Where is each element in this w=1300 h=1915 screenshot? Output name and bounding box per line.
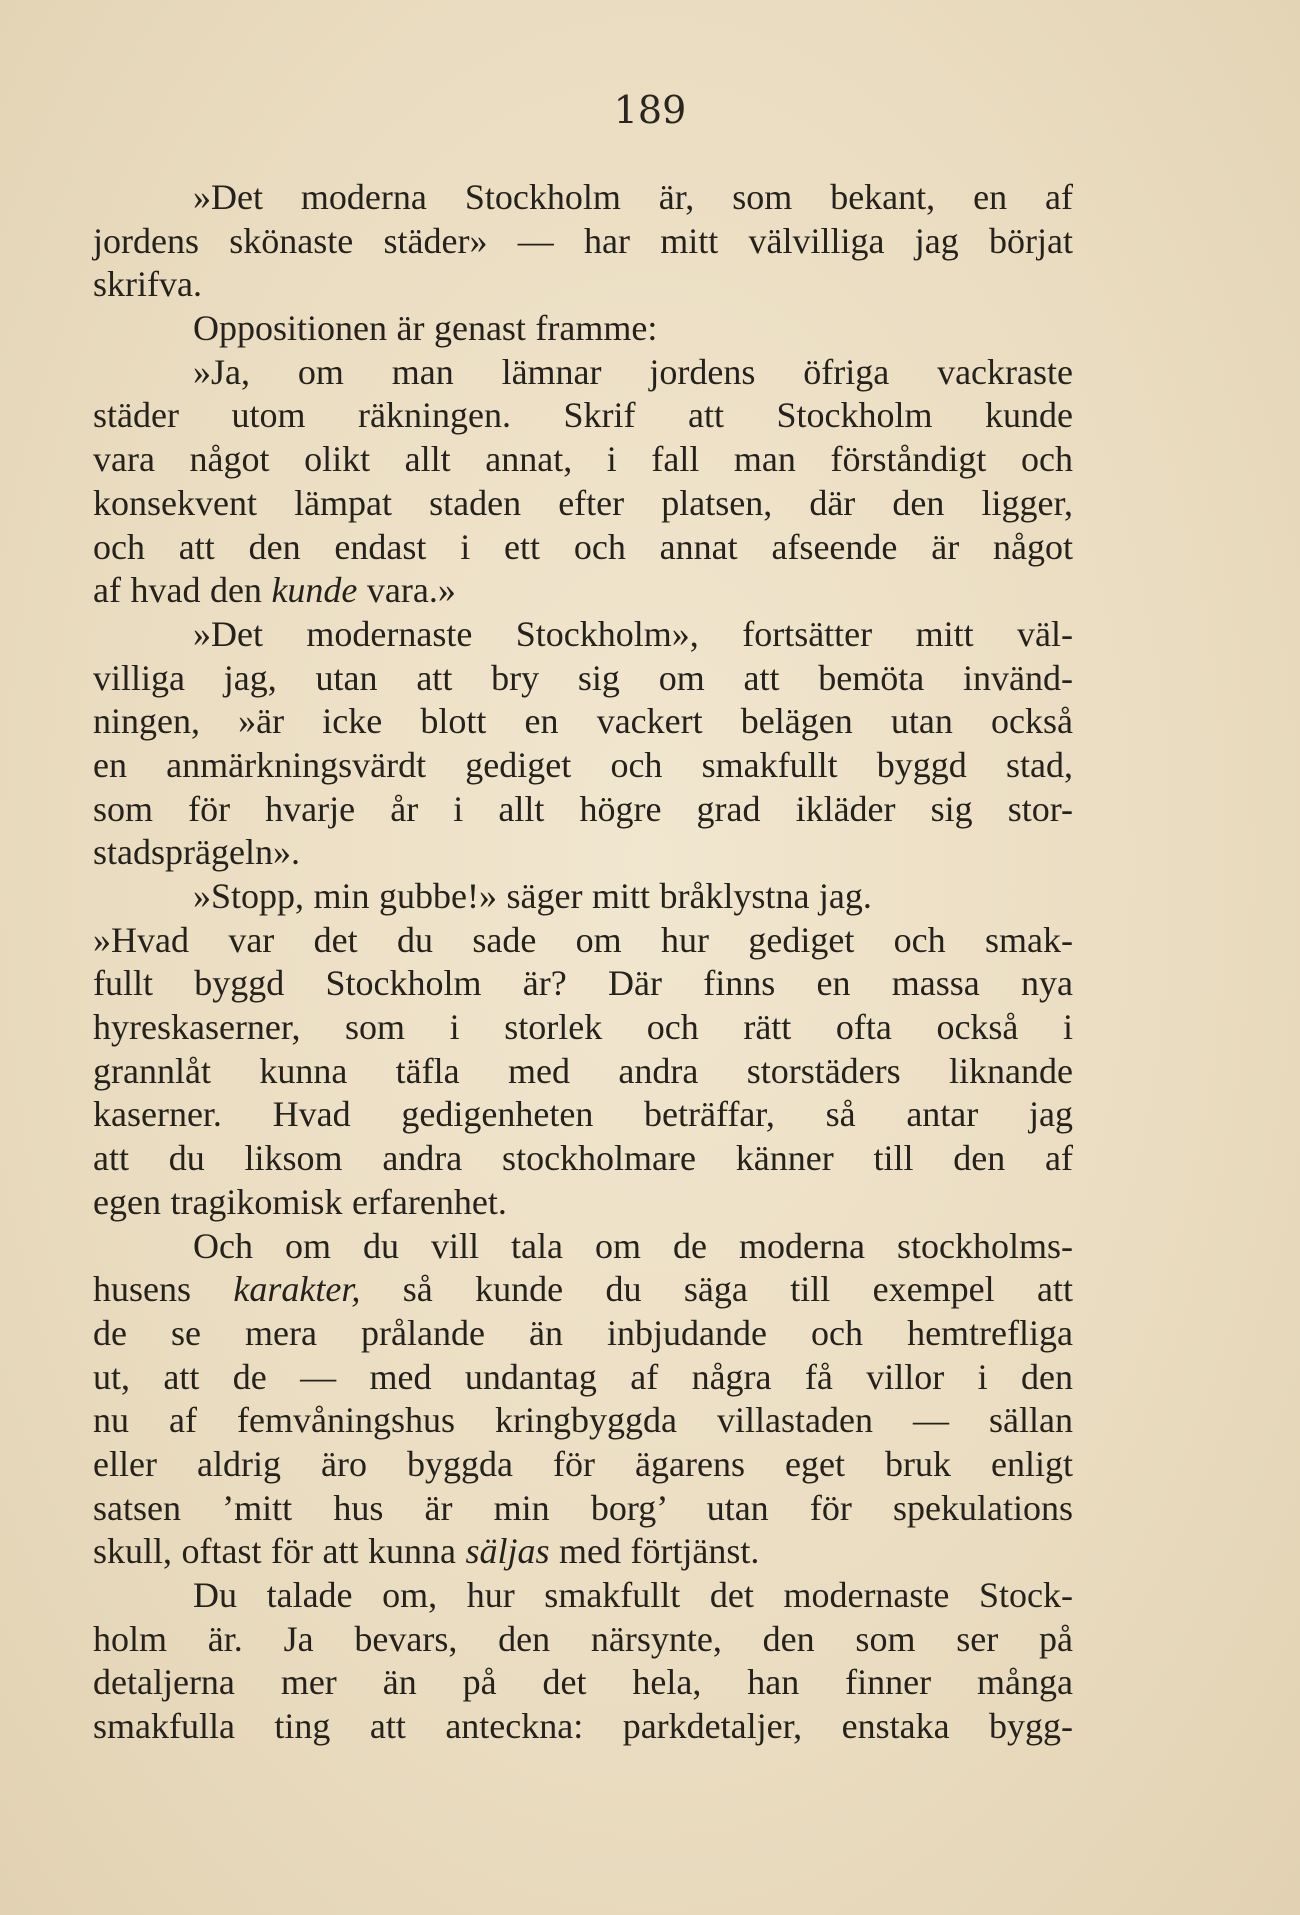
text-line-content: städer utom räkningen. Skrif att Stockholm kunde — [93, 395, 1073, 436]
text-line-content: egen tragikomisk erfarenhet. — [93, 1181, 507, 1222]
text-line-content: som för hvarje år i allt högre grad ikläder sig stor- — [93, 788, 1073, 829]
text-line — [93, 1487, 1073, 1531]
text-line-content: skull, oftast för att kunna — [93, 1531, 466, 1572]
text-line-content: vara något olikt allt annat, i fall man förståndigt och — [93, 439, 1073, 480]
text-line — [93, 700, 1073, 744]
text-line-content: stadsprägeln». — [93, 832, 300, 873]
text-line — [93, 1006, 1073, 1050]
text-line-content: Och om du vill tala om de moderna stockholms- — [193, 1225, 1073, 1266]
text-line-content: konsekvent lämpat staden efter platsen, där den ligger, — [93, 482, 1073, 523]
text-line-content: »Det modernaste Stockholm», fortsätter mitt väl- — [193, 613, 1073, 654]
text-line — [93, 657, 1073, 701]
text-line — [93, 1443, 1073, 1487]
page-number: 189 — [613, 88, 687, 132]
text-line-content: hyreskaserner, som i storlek och rätt ofta också i — [93, 1007, 1073, 1048]
text-line — [93, 1137, 1073, 1181]
text-line — [93, 1050, 1073, 1094]
text-line-content: att du liksom andra stockholmare känner till den af — [93, 1138, 1073, 1179]
text-line-content: »Ja, om man lämnar jordens öfriga vackraste — [193, 351, 1073, 392]
text-line — [93, 394, 1073, 438]
text-line-tail: med förtjänst. — [549, 1531, 760, 1572]
text-line-content: eller aldrig äro byggda för ägarens eget bruk enligt — [93, 1443, 1073, 1484]
text-line-content: kaserner. Hvad gedigenheten beträffar, så antar jag — [93, 1094, 1073, 1135]
text-line-content: de se mera prålande än inbjudande och hemtrefliga — [93, 1312, 1073, 1353]
text-line — [93, 482, 1073, 526]
text-line — [93, 1705, 1073, 1749]
text-line-content: detaljerna mer än på det hela, han finner många — [93, 1662, 1073, 1703]
text-line — [93, 526, 1073, 570]
text-line — [93, 1356, 1073, 1400]
italic-word: säljas — [465, 1531, 550, 1572]
text-line — [93, 176, 1073, 220]
text-line — [93, 1530, 1073, 1574]
text-line — [93, 220, 1073, 264]
italic-word: karakter, — [233, 1269, 361, 1310]
italic-word: kunde — [271, 570, 358, 611]
text-line-content: holm är. Ja bevars, den närsynte, den som ser på — [93, 1618, 1073, 1659]
text-line — [93, 1181, 1073, 1225]
text-line — [93, 1093, 1073, 1137]
text-line-content: Oppositionen är genast framme: — [193, 308, 658, 349]
text-line-content: Du talade om, hur smakfullt det modernaste Stock- — [193, 1575, 1073, 1615]
text-line — [93, 788, 1073, 832]
text-line — [93, 351, 1073, 395]
text-line-tail: så kunde du säga till exempel att — [360, 1269, 1073, 1310]
text-line-content: grannlåt kunna täfla med andra storstäders liknande — [93, 1050, 1073, 1091]
text-line-content: jordens skönaste städer» — har mitt välvilliga jag börjat — [93, 220, 1073, 261]
text-line — [93, 1312, 1073, 1356]
text-line — [93, 613, 1073, 657]
text-line-content: satsen ’mitt hus är min borg’ utan för spekulations — [93, 1487, 1073, 1528]
text-line — [93, 1268, 1073, 1312]
text-line — [93, 744, 1073, 788]
text-line — [93, 962, 1073, 1006]
text-line-tail: vara.» — [357, 570, 456, 611]
text-line-content: och att den endast i ett och annat afseende är något — [93, 526, 1073, 567]
text-line-content: ut, att de — med undantag af några få villor i den — [93, 1356, 1073, 1397]
text-line — [93, 569, 1073, 613]
text-line-content: skrifva. — [93, 264, 202, 305]
text-line — [93, 438, 1073, 482]
text-line — [93, 1399, 1073, 1443]
text-line — [93, 875, 1073, 919]
text-line — [93, 1661, 1073, 1705]
text-line-content: en anmärkningsvärdt gediget och smakfullt byggd stad, — [93, 744, 1073, 785]
text-line-content: nu af femvåningshus kringbyggda villastaden — sällan — [93, 1400, 1073, 1441]
text-line-content: ningen, »är icke blott en vackert belägen utan också — [93, 701, 1073, 742]
text-line-content: fullt byggd Stockholm är? Där finns en massa nya — [93, 963, 1073, 1004]
text-line-content: »Stopp, min gubbe!» säger mitt bråklystna jag. — [193, 876, 872, 916]
text-line — [93, 1574, 1073, 1618]
text-line-content: villiga jag, utan att bry sig om att bemöta invänd- — [93, 657, 1073, 698]
text-line-content: »Hvad var det du sade om hur gediget och smak- — [93, 919, 1073, 960]
text-line — [93, 1618, 1073, 1662]
text-line — [93, 1225, 1073, 1269]
text-line — [93, 263, 1073, 307]
text-line — [93, 307, 1073, 351]
text-line — [93, 831, 1073, 875]
text-line — [93, 919, 1073, 963]
text-line-content: husens — [93, 1269, 234, 1310]
text-line-content: af hvad den — [93, 570, 262, 611]
body-text — [93, 176, 1073, 1749]
text-line-content: smakfulla ting att anteckna: parkdetaljer, enstaka bygg- — [93, 1706, 1073, 1747]
text-line-content: »Det moderna Stockholm är, som bekant, en af — [193, 177, 1073, 217]
